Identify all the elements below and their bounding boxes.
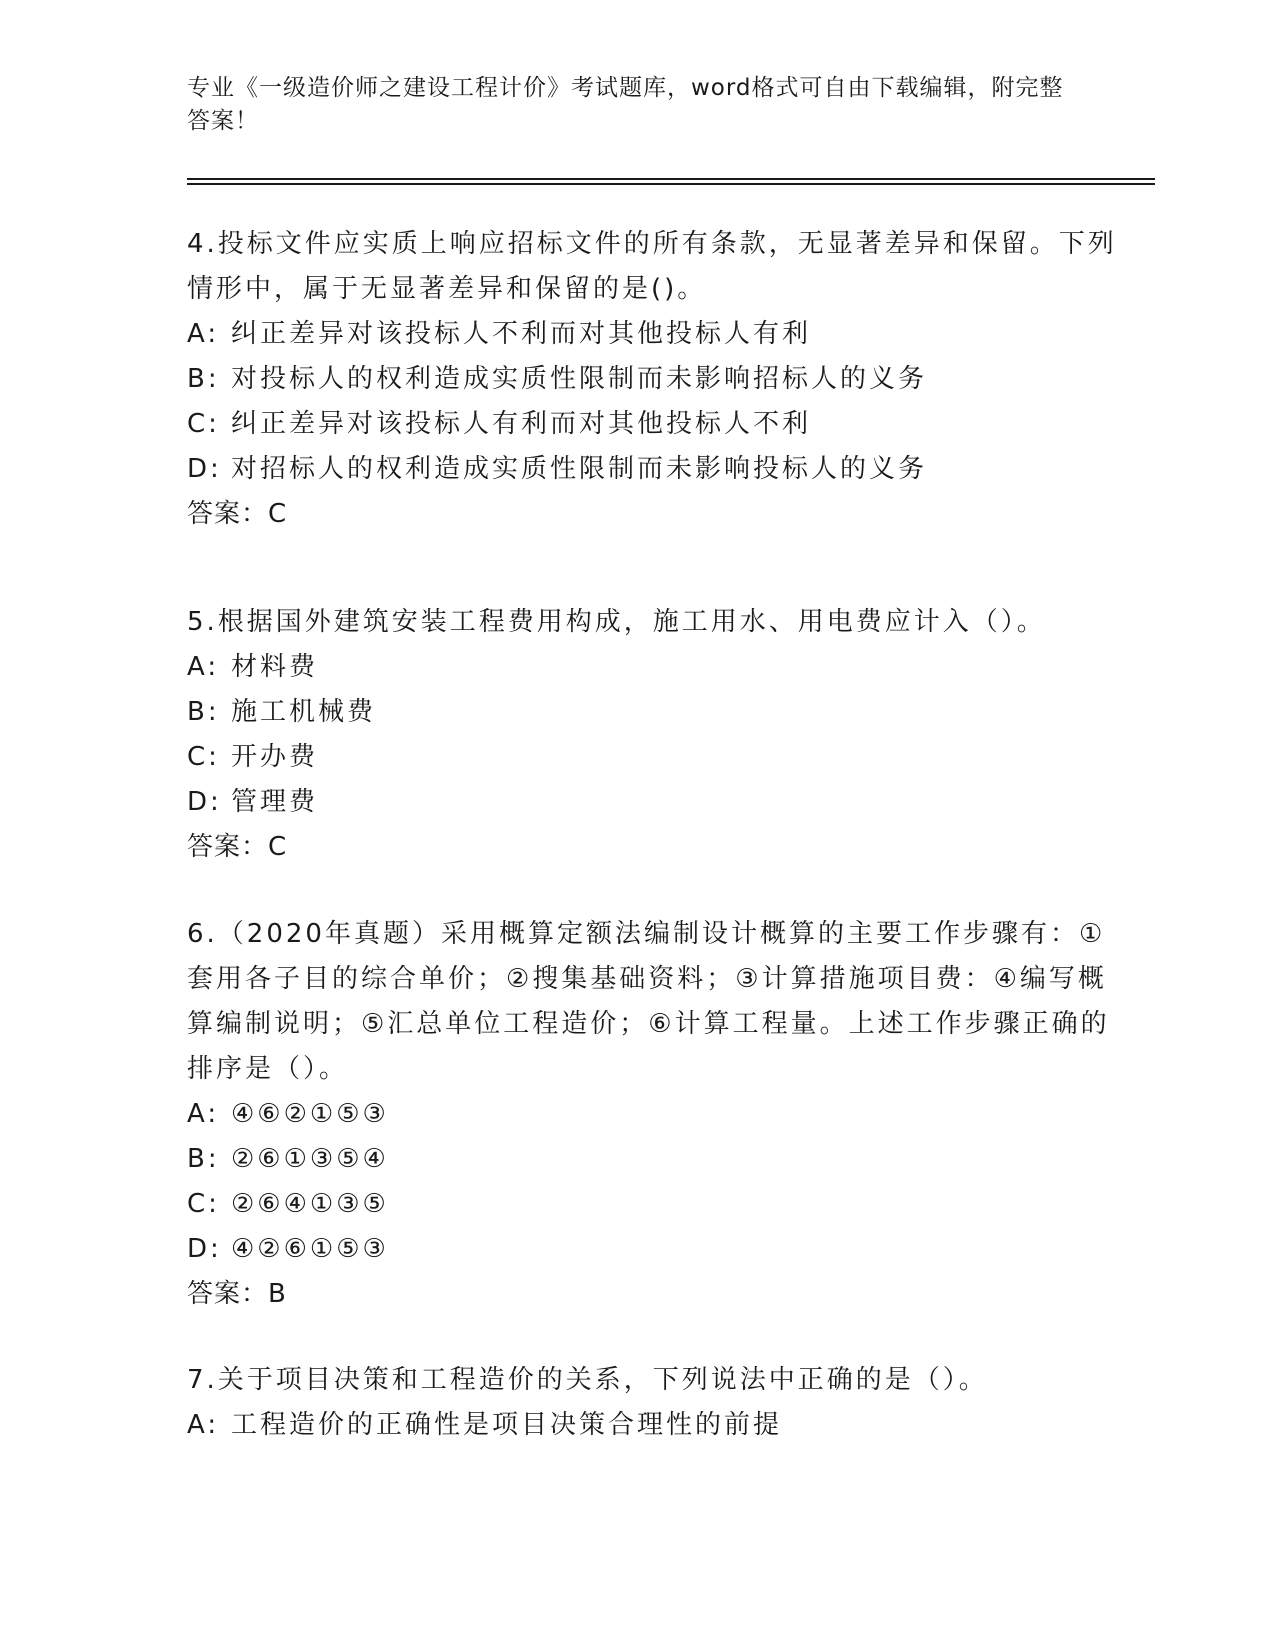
option-label: C: xyxy=(187,409,220,439)
option-label: A: xyxy=(187,319,220,349)
option-text: 材料费 xyxy=(231,652,319,682)
option-label: C: xyxy=(187,742,220,772)
option-c xyxy=(187,1182,1127,1227)
option-label: B: xyxy=(187,1144,220,1174)
question-7 xyxy=(187,1358,1127,1448)
option-text: ②⑥④①③⑤ xyxy=(231,1189,389,1219)
answer: 答案：C xyxy=(187,499,288,529)
option-text: 对招标人的权利造成实质性限制而未影响投标人的义务 xyxy=(231,454,928,484)
option-text: ②⑥①③⑤④ xyxy=(231,1144,389,1174)
option-c xyxy=(187,735,1127,780)
option-a xyxy=(187,1403,1127,1448)
option-text: 纠正差异对该投标人有利而对其他投标人不利 xyxy=(231,409,812,439)
question-text: 4.投标文件应实质上响应招标文件的所有条款，无显著差异和保留。下列情形中，属于无显著差异和保留的是()。 xyxy=(187,229,1117,304)
option-text: ④②⑥①⑤③ xyxy=(231,1234,389,1264)
answer: 答案：C xyxy=(187,832,288,862)
option-text: 施工机械费 xyxy=(231,697,377,727)
option-d xyxy=(187,1227,1127,1272)
option-label: A: xyxy=(187,1099,220,1129)
option-label: D: xyxy=(187,1234,222,1264)
question-5 xyxy=(187,600,1127,870)
option-d xyxy=(187,447,1127,492)
option-label: D: xyxy=(187,454,222,484)
option-a xyxy=(187,1092,1127,1137)
question-text: 5.根据国外建筑安装工程费用构成，施工用水、用电费应计入（）。 xyxy=(187,607,1046,637)
option-label: A: xyxy=(187,1410,220,1440)
option-label: A: xyxy=(187,652,220,682)
option-label: D: xyxy=(187,787,222,817)
question-text: 6.（2020年真题）采用概算定额法编制设计概算的主要工作步骤有：①套用各子目的综合单价；②搜集基础资料；③计算措施项目费：④编写概算编制说明；⑤汇总单位工程造价；⑥计算工程量。上述工作步骤正确的排序是（）。 xyxy=(187,919,1110,1084)
question-4 xyxy=(187,222,1127,537)
option-a xyxy=(187,312,1127,357)
option-b xyxy=(187,690,1127,735)
option-text: 管理费 xyxy=(231,787,319,817)
option-b xyxy=(187,1137,1127,1182)
option-a xyxy=(187,645,1127,690)
question-6 xyxy=(187,912,1127,1317)
question-text: 7.关于项目决策和工程造价的关系，下列说法中正确的是（）。 xyxy=(187,1365,988,1395)
header-divider-top xyxy=(187,178,1155,180)
option-b xyxy=(187,357,1127,402)
header-divider-bottom xyxy=(187,183,1155,185)
option-text: 开办费 xyxy=(231,742,319,772)
document-header: 专业《一级造价师之建设工程计价》考试题库，word格式可自由下载编辑，附完整答案！ xyxy=(187,75,1064,134)
option-text: 对投标人的权利造成实质性限制而未影响招标人的义务 xyxy=(231,364,928,394)
option-label: C: xyxy=(187,1189,220,1219)
option-label: B: xyxy=(187,364,220,394)
option-text: 纠正差异对该投标人不利而对其他投标人有利 xyxy=(231,319,812,349)
option-d xyxy=(187,780,1127,825)
option-text: 工程造价的正确性是项目决策合理性的前提 xyxy=(231,1410,783,1440)
option-text: ④⑥②①⑤③ xyxy=(231,1099,389,1129)
option-c xyxy=(187,402,1127,447)
answer: 答案：B xyxy=(187,1279,287,1309)
option-label: B: xyxy=(187,697,220,727)
